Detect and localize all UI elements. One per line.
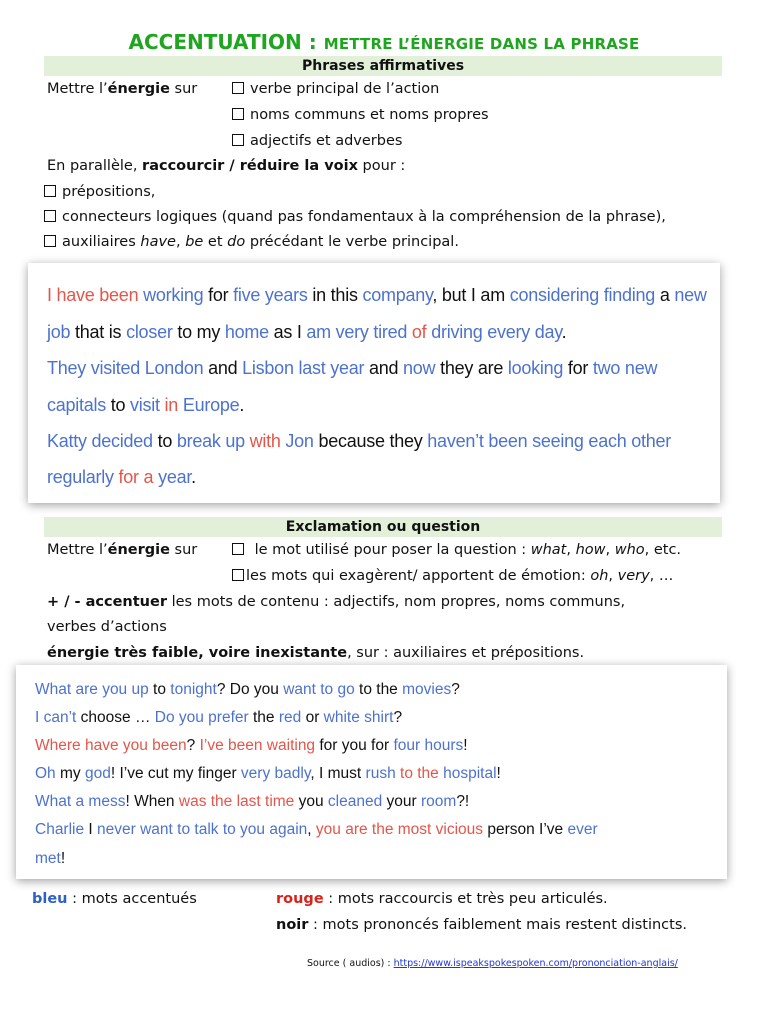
example-line [35,850,65,868]
stressed-word: break up [176,431,245,451]
word-very: very [617,568,650,584]
weak-word: for [203,285,234,305]
legend-black [276,917,687,933]
weak-word: because they [313,431,428,451]
stressed-word: very badly [240,765,311,782]
checkbox-icon [232,108,244,120]
section2-lead [47,541,197,559]
weak-word: my [55,765,85,782]
stressed-word: visit [130,395,160,415]
stressed-word: regularly [47,467,114,487]
reduced-word: with [244,431,286,451]
stressed-word: Katty decided [47,431,153,451]
example-line [47,358,657,379]
weak-word: , but I am [432,285,510,305]
stressed-word: Do you prefer [154,709,249,726]
reduced-word: Where have you been [35,737,187,754]
weak-word: ! [60,850,66,867]
source-link[interactable]: https://www.ispeakspokespoken.com/prononciation-anglais/ [393,958,678,969]
stressed-word: hospital [443,765,497,782]
weak-word: , [307,821,316,838]
target-item [232,132,402,150]
stressed-word: room [420,793,457,810]
weak-word: your [382,793,421,810]
reduce-label: auxiliaires [62,234,141,250]
example-line [35,793,469,811]
weak-word: ! [463,737,468,754]
stressed-word: four hours [393,737,464,754]
stressed-word: tonight [170,681,217,698]
weak-word: they are [435,358,508,378]
target-label: le mot utilisé pour poser la question : [250,542,531,558]
checkbox-icon [44,185,56,197]
stressed-word: home [224,322,269,342]
reduce-label: prépositions, [62,184,156,200]
target-item [232,106,489,124]
reduce-item [44,183,155,201]
target-label-end: , … [649,568,674,584]
weak-word: you [294,793,328,810]
stressed-word: driving every day [431,322,562,342]
legend-black-word: noir [276,917,309,933]
reduce-label: connecteurs logiques (quand pas fondamentaux à la compréhension de la phrase), [62,209,666,225]
weak-word: ! I’ve cut my finger [110,765,241,782]
stressed-word: met [35,850,61,867]
weak-word: ! [496,765,501,782]
stressed-word: working [143,285,204,305]
stressed-word: movies [402,681,452,698]
reduced-word: you are the most vicious [315,821,484,838]
checkbox-icon [44,210,56,222]
target-item [232,567,673,585]
stressed-word: I can’t [35,709,77,726]
stressed-word: now [403,358,436,378]
weak-word: to my [172,322,225,342]
stressed-word: ever [567,821,598,838]
legend-red [276,891,608,907]
aux-be: be [185,234,204,250]
stressed-word: What are you up [35,681,149,698]
legend-blue [32,891,197,907]
section-header-exclamation: Exclamation ou question [44,517,722,537]
stressed-word: company [362,285,433,305]
example-line [35,765,501,783]
section-header-affirmatives: Phrases affirmatives [44,56,722,76]
stressed-word: They visited London [47,358,204,378]
legend-blue-text: : mots accentués [67,891,197,907]
title-main: ACCENTUATION : [128,30,317,54]
reduced-word: of [407,322,432,342]
stressed-word: job [47,322,71,342]
stressed-word: Lisbon last year [242,358,365,378]
aux-do: do [227,234,246,250]
accent-line [47,593,625,611]
accent-label: + / - accentuer [47,594,167,610]
stressed-word: Charlie [35,821,85,838]
source-label: Source ( audios) : [307,958,394,969]
page-title [0,30,768,54]
sep: , [608,568,618,584]
examples-box-exclamation [16,665,727,879]
stressed-word: looking [507,358,564,378]
title-subtitle: METTRE L’ÉNERGIE DANS LA PHRASE [323,35,640,53]
weak-word: . [191,467,196,487]
example-line [47,395,244,416]
example-line [47,467,196,488]
weak-word: , I must [310,765,366,782]
target-label: noms communs et noms propres [250,107,489,123]
target-label-end: , etc. [644,542,682,558]
word-what: what [530,542,567,558]
reduced-word: for a [113,467,159,487]
target-label: verbe principal de l’action [250,81,440,97]
sep: , [566,542,576,558]
word-how: how [575,542,606,558]
weak-word: ? Do you [216,681,284,698]
weak-word: ? [451,681,460,698]
legend-red-word: rouge [276,891,324,907]
weak-word: and [364,358,404,378]
weak-word: that is [70,322,127,342]
stressed-word: considering finding [509,285,656,305]
reduce-item [44,208,666,226]
reduced-word: I have been [47,285,144,305]
checkbox-icon [232,543,244,555]
stressed-word: capitals [47,395,107,415]
weak-word: . [239,395,245,415]
source-line [307,958,678,969]
checkbox-icon [232,134,244,146]
stressed-word: white shirt [323,709,394,726]
parallel-bold: raccourcir / réduire la voix [142,158,358,174]
legend-red-text: : mots raccourcis et très peu articulés. [323,891,608,907]
stressed-word: What a mess [35,793,126,810]
checkbox-icon [232,82,244,94]
accent-line-2: verbes d’actions [47,619,167,635]
weak-word: I [84,821,98,838]
lead-text: Mettre l’ [47,81,108,97]
reduced-word: to the [395,765,444,782]
weak-word: ? [393,709,403,726]
sep: , [605,542,615,558]
weak-word: ? [186,737,200,754]
lead-text: Mettre l’ [47,542,108,558]
example-line [35,821,598,839]
stressed-word: two new [592,358,658,378]
examples-box-affirmative [28,263,720,503]
target-item [232,80,439,98]
sep: , [175,234,186,250]
word-who: who [614,542,645,558]
weak-word: a [655,285,675,305]
stressed-word: year [158,467,192,487]
accent-text: les mots de contenu : adjectifs, nom propres, noms communs, [166,594,626,610]
section1-lead [47,80,197,98]
stressed-word: new [674,285,707,305]
stressed-word: god [84,765,111,782]
stressed-word: never want to talk to you again [97,821,308,838]
reduce-label-end: précédant le verbe principal. [245,234,459,250]
reduced-word: was the last time [178,793,295,810]
example-line [35,737,468,755]
low-energy-bold: énergie très faible, voire inexistante [47,645,348,661]
stressed-word: want to go [283,681,355,698]
checkbox-icon [232,569,244,581]
reduce-item [44,233,459,251]
stressed-word: Jon [285,431,314,451]
weak-word: person I’ve [483,821,568,838]
legend-blue-word: bleu [32,891,68,907]
example-line [47,285,707,306]
parallel-line [47,157,405,175]
weak-word: or [301,709,324,726]
checkbox-icon [44,235,56,247]
weak-word: in this [307,285,363,305]
weak-word: to the [354,681,403,698]
reduced-word: in [159,395,183,415]
sep: et [203,234,228,250]
target-label: les mots qui exagèrent/ apportent de émotion: [246,568,591,584]
lead-text-end: sur [169,542,198,558]
stressed-word: five years [233,285,308,305]
lead-bold: énergie [107,542,170,558]
weak-word: choose … [76,709,155,726]
weak-word: the [248,709,279,726]
stressed-word: haven’t been seeing each other [427,431,671,451]
stressed-word: Europe [182,395,240,415]
parallel-text-end: pour : [357,158,406,174]
weak-word: and [203,358,243,378]
target-item [232,541,681,559]
stressed-word: Oh [35,765,56,782]
example-line [47,431,671,452]
low-energy-line [47,644,584,662]
stressed-word: am very tired [306,322,408,342]
target-label: adjectifs et adverbes [250,133,403,149]
stressed-word: rush [365,765,396,782]
stressed-word: cleaned [327,793,383,810]
lead-text-end: sur [169,81,198,97]
low-energy-text: , sur : auxiliaires et prépositions. [347,645,585,661]
aux-have: have [140,234,176,250]
example-line [35,681,460,699]
weak-word: as I [268,322,307,342]
example-line [35,709,402,727]
weak-word: to [148,681,171,698]
weak-word: ! When [125,793,179,810]
weak-word: for you for [315,737,394,754]
weak-word: to [106,395,131,415]
parallel-text: En parallèle, [47,158,143,174]
weak-word: to [152,431,177,451]
reduced-word: I’ve been waiting [199,737,316,754]
stressed-word: red [278,709,302,726]
weak-word: . [561,322,567,342]
example-line [47,322,566,343]
weak-word: for [563,358,593,378]
legend-black-text: : mots prononcés faiblement mais restent distincts. [308,917,688,933]
stressed-word: closer [126,322,173,342]
word-oh: oh [590,568,609,584]
weak-word: ?! [456,793,470,810]
lead-bold: énergie [107,81,170,97]
